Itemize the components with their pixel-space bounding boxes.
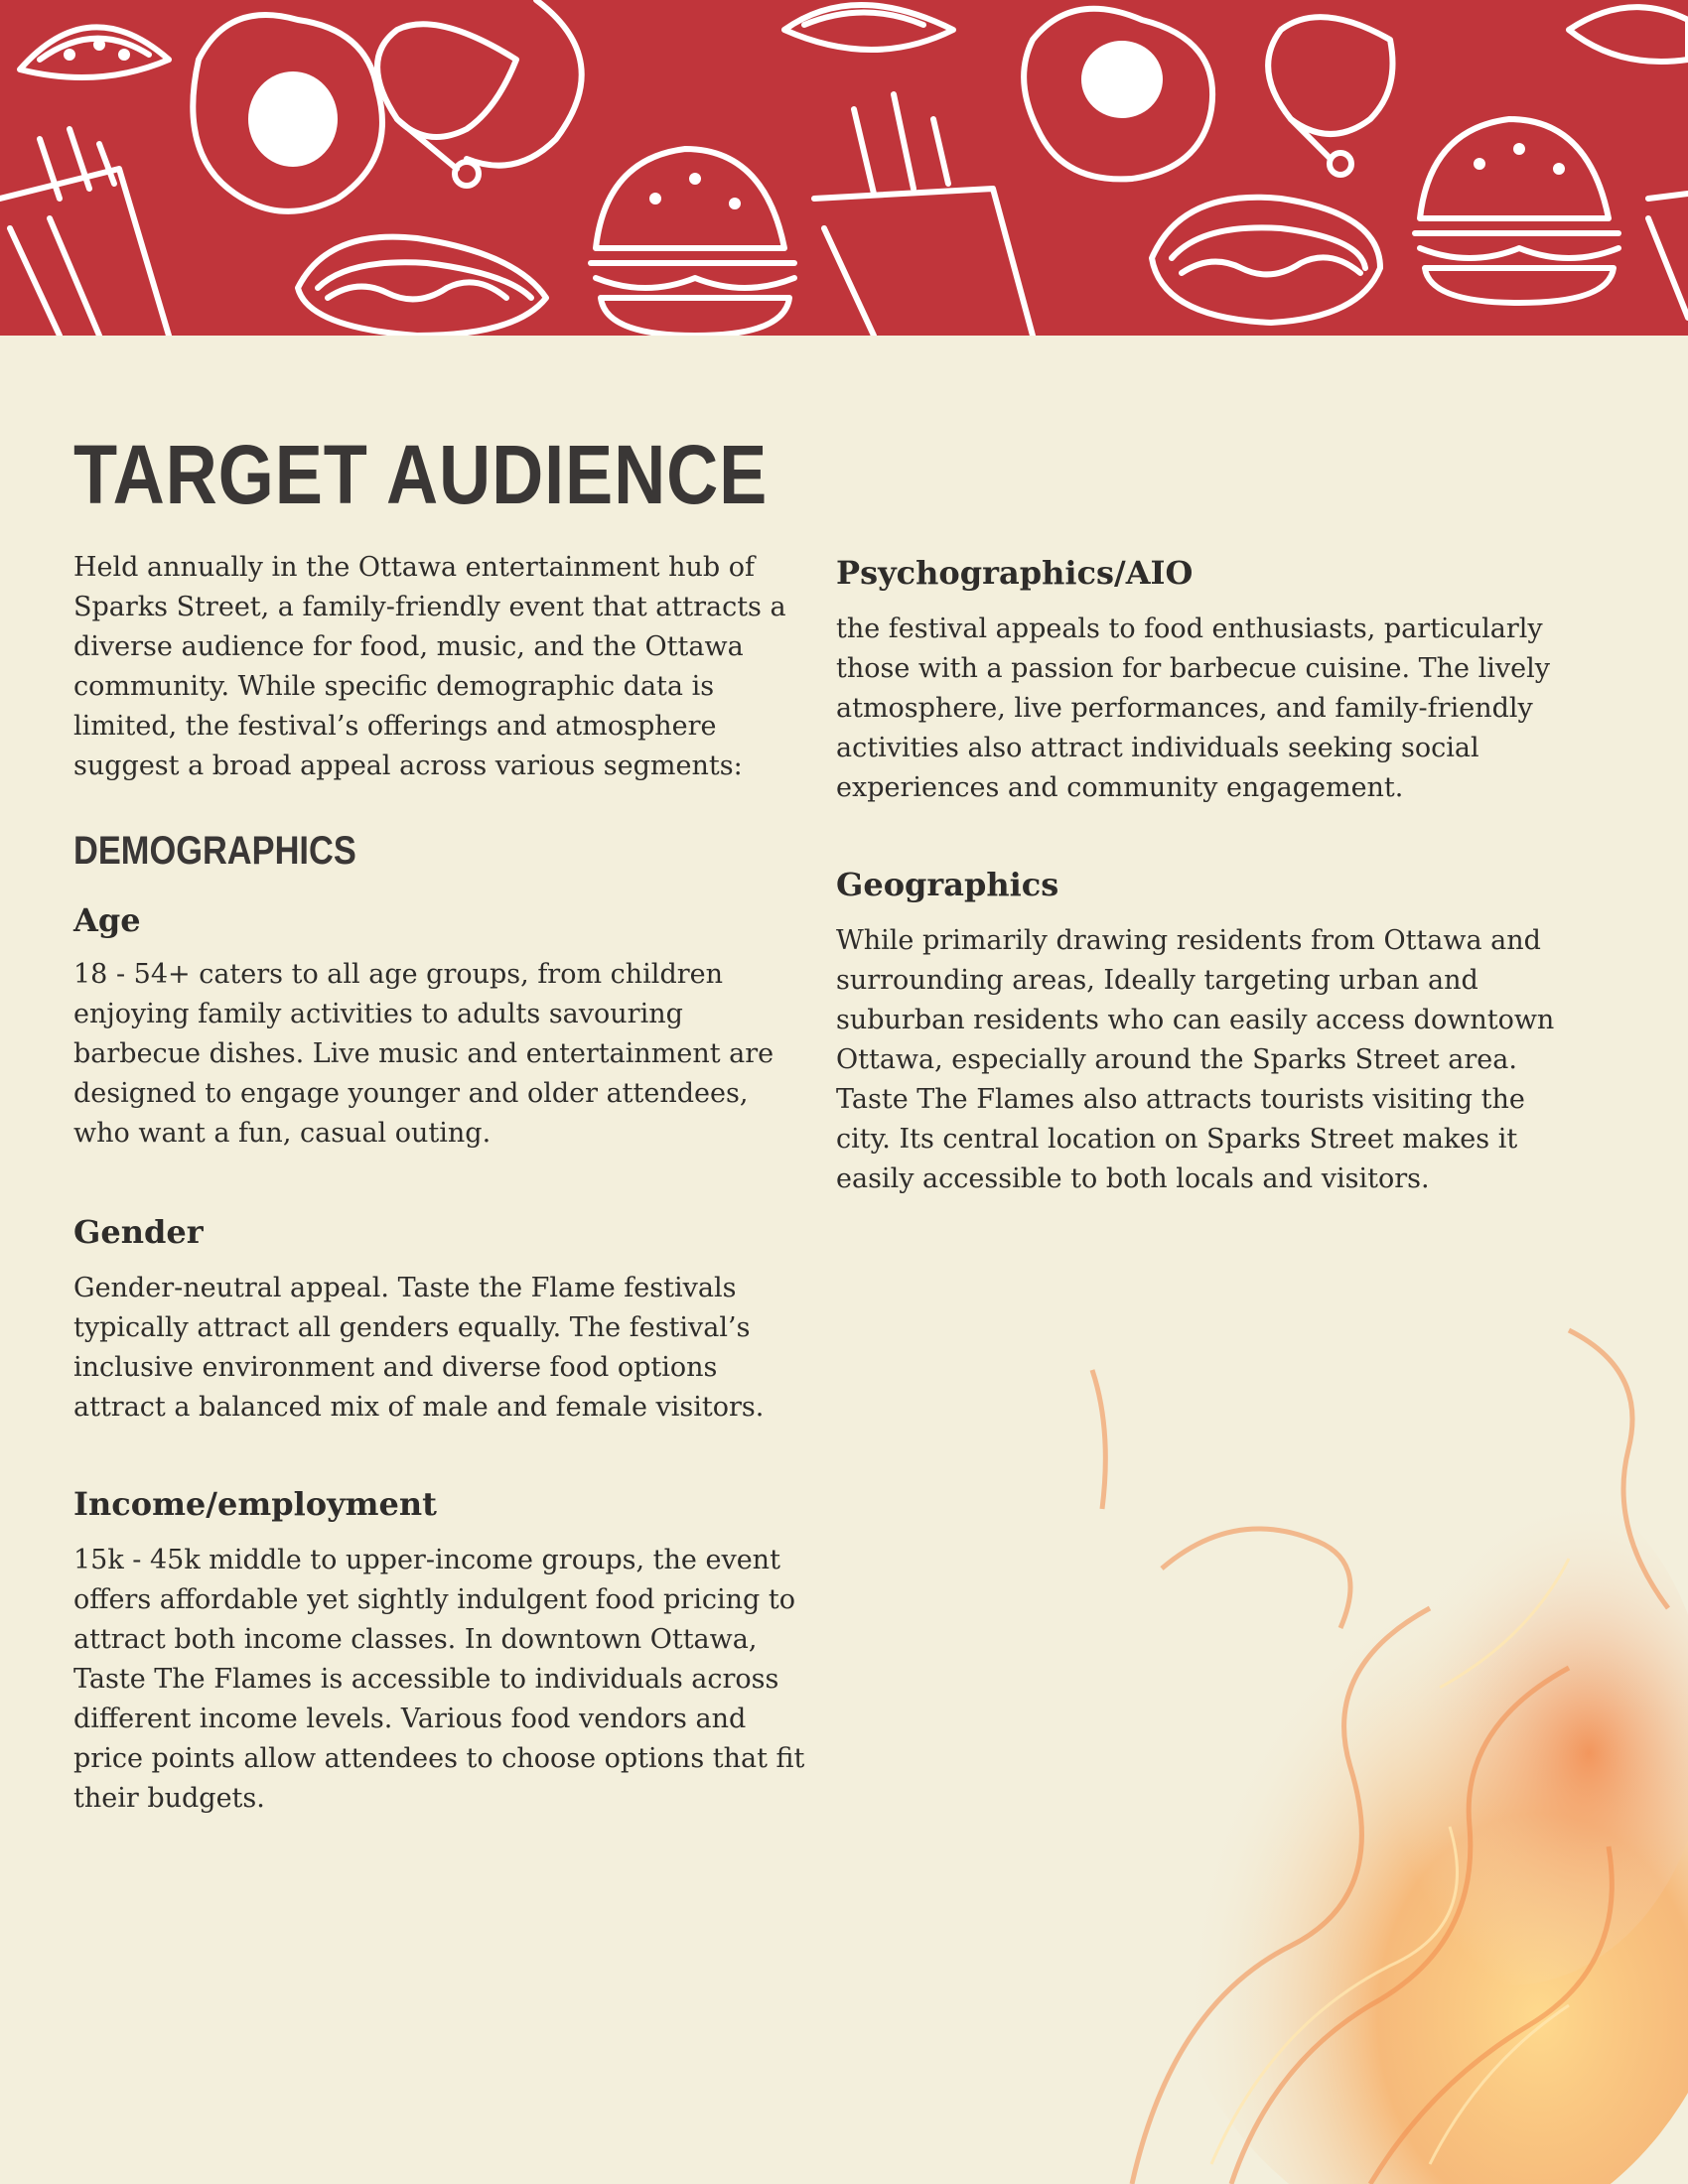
taco-icon xyxy=(784,5,953,50)
income-paragraph: 15k - 45k middle to upper-income groups, the event offers affordable yet sightly indulgent food pricing to attract both income classes. In downtown Ottawa, Taste The Flames is accessible to individuals across different income levels. Various food vendors and price points allow attendees to choose options that fit their budgets. xyxy=(73,1545,805,1814)
intro-paragraph: Held annually in the Ottawa entertainment hub of Sparks Street, a family-friendly event that attracts a diverse audience for food, music, and the Ottawa community. While specific demographic data is limited, the festival’s offerings and atmosphere suggest a broad appeal across various segments: xyxy=(73,552,786,781)
geographics-paragraph: While primarily drawing residents from Ottawa and surrounding areas, Ideally targeting urban and suburban residents who can easily access downtown Ottawa, especially around the Sparks Street area. Taste The Flames also attracts tourists visiting the city. Its central location on Sparks Street makes it easily accessible to both locals and visitors. xyxy=(836,925,1555,1194)
hot-dog-icon xyxy=(298,237,546,336)
page-title: TARGET AUDIENCE xyxy=(73,428,769,521)
french-fries-icon xyxy=(0,129,169,336)
gender-paragraph: Gender-neutral appeal. Taste the Flame festivals typically attract all genders equally. The festival’s inclusive environment and diverse food options attract a balanced mix of male and female visitors. xyxy=(73,1273,765,1423)
income-heading: Income/employment xyxy=(73,1485,437,1523)
hot-dog-icon xyxy=(1152,198,1380,323)
flame-decoration xyxy=(1013,1310,1688,2184)
taco-icon xyxy=(20,27,169,77)
chicken-drumstick-icon xyxy=(1268,17,1392,175)
french-fries-icon xyxy=(1648,194,1688,318)
fried-egg-icon xyxy=(193,15,382,211)
french-fries-icon xyxy=(814,94,1033,336)
psychographics-paragraph: the festival appeals to food enthusiasts, particularly those with a passion for barbecue cuisine. The lively atmosphere, live performances, and family-friendly activities also attract individuals seeking social experiences and community engagement. xyxy=(836,614,1550,803)
chicken-drumstick-icon xyxy=(377,0,582,186)
fried-egg-icon xyxy=(1024,9,1212,180)
age-paragraph: 18 - 54+ caters to all age groups, from children enjoying family activities to adults savouring barbecue dishes. Live music and entertainment are designed to engage younger and older attendees, who want a fun, casual outing. xyxy=(73,959,774,1149)
demographics-heading: DEMOGRAPHICS xyxy=(73,829,356,873)
food-pattern-banner xyxy=(0,0,1688,336)
gender-heading: Gender xyxy=(73,1213,204,1251)
taco-icon xyxy=(1569,7,1688,62)
burger-icon xyxy=(591,149,794,336)
age-heading: Age xyxy=(73,901,141,939)
burger-icon xyxy=(1415,119,1618,303)
geographics-heading: Geographics xyxy=(836,866,1059,903)
psychographics-heading: Psychographics/AIO xyxy=(836,554,1194,592)
